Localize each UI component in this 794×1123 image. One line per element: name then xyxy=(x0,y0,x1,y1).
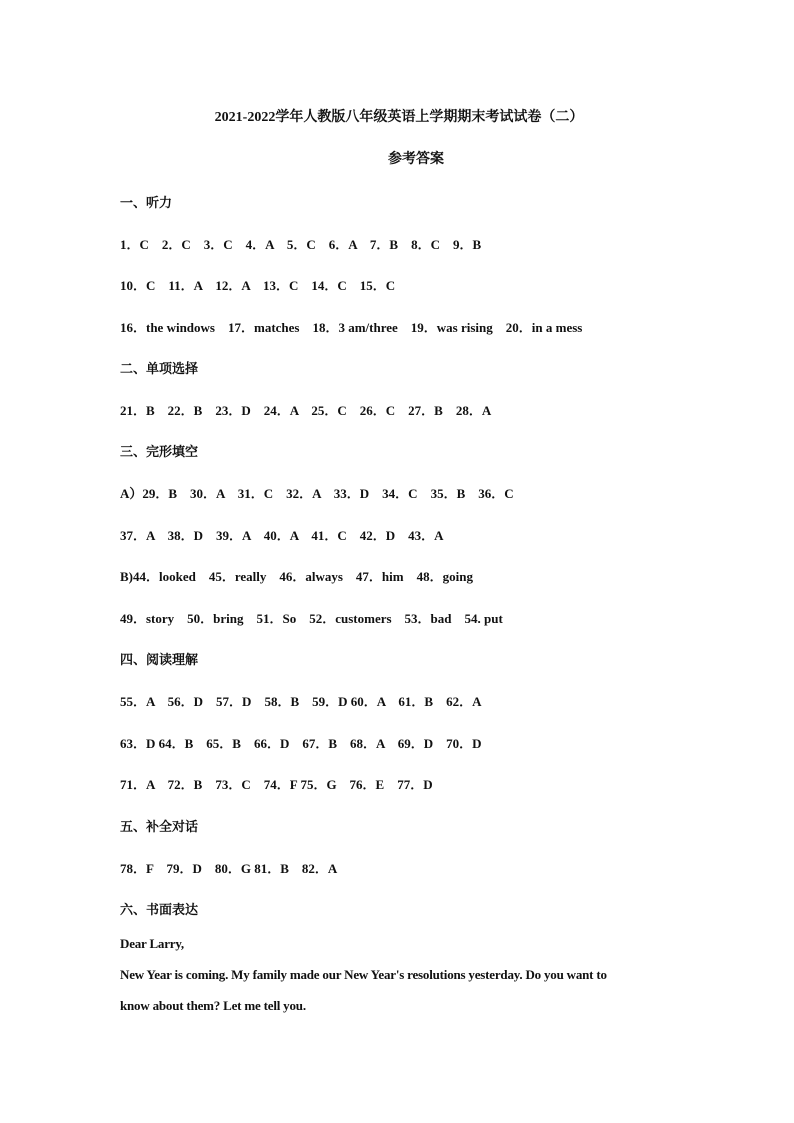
answer-line: 16．the windows 17．matches 18．3 am/three 19．was rising 20．in a mess xyxy=(120,320,583,335)
answer-line: 37．A 38．D 39．A 40．A 41．C 42．D 43．A xyxy=(120,528,444,543)
section-heading-reading: 四、阅读理解 xyxy=(120,653,199,668)
answer-line: 71．A 72．B 73．C 74．F 75．G 76．E 77．D xyxy=(120,777,433,792)
letter-greeting: Dear Larry, xyxy=(120,936,184,951)
letter-body-line: know about them? Let me tell you. xyxy=(120,998,306,1013)
answer-key-subtitle: 参考答案 xyxy=(388,152,444,167)
answer-line: 49．story 50．bring 51．So 52．customers 53．bad 54. put xyxy=(120,611,503,626)
section-heading-dialogue: 五、补全对话 xyxy=(120,820,199,835)
letter-body-line: New Year is coming. My family made our New Year's resolutions yesterday. Do you want to xyxy=(120,967,607,982)
answer-line: 21．B 22．B 23．D 24．A 25．C 26．C 27．B 28．A xyxy=(120,403,492,418)
section-heading-cloze: 三、完形填空 xyxy=(120,445,199,460)
answer-line: 63．D 64．B 65．B 66．D 67．B 68．A 69．D 70．D xyxy=(120,736,482,751)
answer-line: A）29．B 30．A 31．C 32．A 33．D 34．C 35．B 36．C xyxy=(120,486,514,501)
document-title: 2021-2022学年人教版八年级英语上学期期末考试试卷（二） xyxy=(214,110,584,125)
answer-line: 1．C 2．C 3．C 4．A 5．C 6．A 7．B 8．C 9．B xyxy=(120,237,482,252)
section-heading-single-choice: 二、单项选择 xyxy=(120,362,199,377)
section-heading-listening: 一、听力 xyxy=(120,196,173,211)
answer-line: 55．A 56．D 57．D 58．B 59．D 60．A 61．B 62．A xyxy=(120,694,482,709)
section-heading-writing: 六、书面表达 xyxy=(120,903,199,918)
answer-line: B)44．looked 45．really 46．always 47．him 48．going xyxy=(120,569,473,584)
answer-line: 10．C 11．A 12．A 13．C 14．C 15．C xyxy=(120,278,396,293)
answer-line: 78．F 79．D 80．G 81．B 82．A xyxy=(120,861,338,876)
